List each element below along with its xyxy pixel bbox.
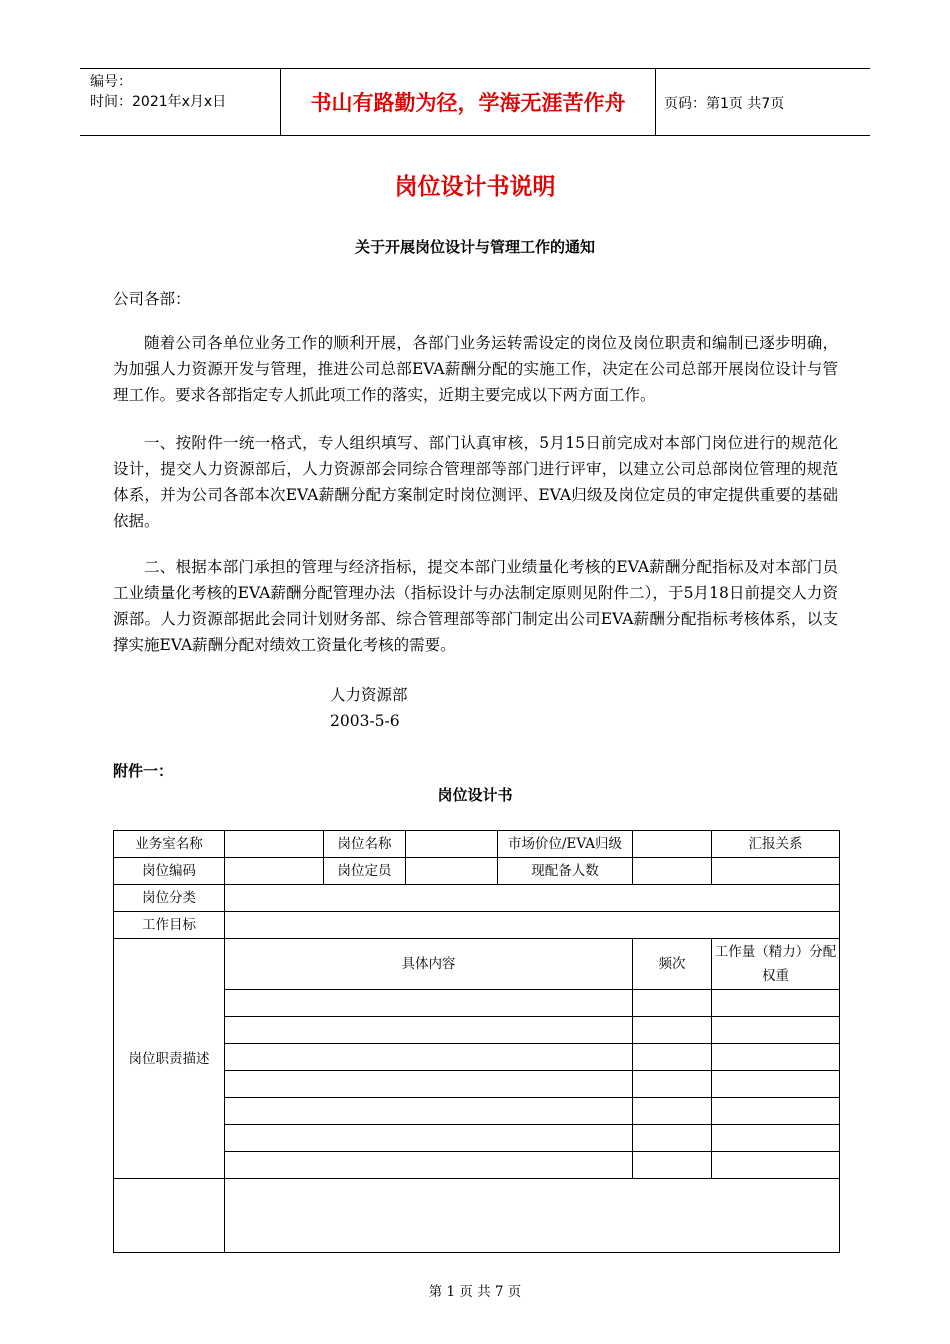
field-position-category[interactable] (225, 885, 840, 912)
header-meta (90, 72, 226, 112)
duty-content-cell[interactable] (225, 1071, 633, 1098)
duty-content-cell[interactable] (225, 1044, 633, 1071)
notice-subtitle: 关于开展岗位设计与管理工作的通知 (354, 238, 595, 256)
field-current-staff[interactable] (633, 858, 712, 885)
label-position-category: 岗位分类 (114, 885, 225, 912)
label-market-price: 市场价位/EVA归级 (498, 831, 633, 858)
label-work-goal: 工作目标 (114, 912, 225, 939)
header-code: 编号： (90, 74, 132, 90)
label-position-code: 岗位编码 (114, 858, 225, 885)
field-position-name[interactable] (406, 831, 498, 858)
position-design-form (113, 830, 840, 1253)
label-position-name: 岗位名称 (324, 831, 406, 858)
header-specific-content: 具体内容 (225, 939, 633, 990)
duty-frequency-cell[interactable] (633, 1098, 712, 1125)
notice-paragraph-3: 二、根据本部门承担的管理与经济指标，提交本部门业绩量化考核的EVA薪酬分配指标及对本部门员工业绩量化考核的EVA薪酬分配管理办法（指标设计与办法制定原则见附件二），于5月18日前提交人力资源部。人力资源部据此会同计划财务部、综合管理部等部门制定出公司EVA薪酬分配指标考核体系，以支撑实施EVA薪酬分配对绩效工资量化考核的需要。 (113, 558, 838, 654)
header-page-info: 页码：第1页 共7页 (664, 96, 785, 112)
duty-frequency-cell[interactable] (633, 1152, 712, 1179)
signature-block (330, 682, 408, 734)
page-footer: 第 1 页 共 7 页 (428, 1284, 522, 1300)
duty-weight-cell[interactable] (712, 1098, 840, 1125)
field-office-name[interactable] (225, 831, 324, 858)
label-current-staff: 现配备人数 (498, 858, 633, 885)
form-title: 岗位设计书 (437, 786, 513, 804)
notice-paragraph-2: 一、按附件一统一格式，专人组织填写、部门认真审核，5月15日前完成对本部门岗位进行的规范化设计，提交人力资源部后，人力资源部会同综合管理部等部门进行评审，以建立公司总部岗位管理的规范体系，并为公司各部本次EVA薪酬分配方案制定时岗位测评、EVA归级及岗位定员的审定提供重要的基础依据。 (113, 434, 838, 530)
header-frequency: 频次 (633, 939, 712, 990)
signature-date: 2003-5-6 (330, 712, 400, 730)
duty-weight-cell[interactable] (712, 1152, 840, 1179)
header-motto: 书山有路勤为径，学海无涯苦作舟 (280, 69, 656, 135)
label-office-name: 业务室名称 (114, 831, 225, 858)
duty-frequency-cell[interactable] (633, 1044, 712, 1071)
duty-content-cell[interactable] (225, 1125, 633, 1152)
field-report-relation[interactable] (712, 858, 840, 885)
duty-content-cell[interactable] (225, 1152, 633, 1179)
notice-paragraph-1: 随着公司各单位业务工作的顺利开展，各部门业务运转需设定的岗位及岗位职责和编制已逐步明确，为加强人力资源开发与管理，推进公司总部EVA薪酬分配的实施工作，决定在公司总部开展岗位设计与管理工作。要求各部指定专人抓此项工作的落实，近期主要完成以下两方面工作。 (113, 334, 838, 404)
notice-greeting: 公司各部： (113, 290, 191, 308)
duty-weight-cell[interactable] (712, 1044, 840, 1071)
attachment-label: 附件一： (113, 762, 174, 780)
duty-frequency-cell[interactable] (633, 1071, 712, 1098)
field-work-goal[interactable] (225, 912, 840, 939)
header-time: 时间：2021年x月x日 (90, 94, 227, 110)
duty-frequency-cell[interactable] (633, 1125, 712, 1152)
page-header (80, 68, 870, 136)
label-report-relation: 汇报关系 (712, 831, 840, 858)
blank-content-cell[interactable] (225, 1179, 840, 1253)
blank-label-cell (114, 1179, 225, 1253)
duty-weight-cell[interactable] (712, 1017, 840, 1044)
field-market-price[interactable] (633, 831, 712, 858)
label-position-quota: 岗位定员 (324, 858, 406, 885)
header-workload-weight: 工作量（精力）分配权重 (712, 939, 840, 990)
field-position-quota[interactable] (406, 858, 498, 885)
duty-weight-cell[interactable] (712, 1125, 840, 1152)
field-position-code[interactable] (225, 858, 324, 885)
document-title: 岗位设计书说明 (394, 174, 556, 200)
duty-frequency-cell[interactable] (633, 1017, 712, 1044)
duty-content-cell[interactable] (225, 1098, 633, 1125)
duty-weight-cell[interactable] (712, 1071, 840, 1098)
duty-content-cell[interactable] (225, 1017, 633, 1044)
signature-dept: 人力资源部 (330, 686, 408, 704)
duty-content-cell[interactable] (225, 990, 633, 1017)
duty-frequency-cell[interactable] (633, 990, 712, 1017)
label-duty-description: 岗位职责描述 (114, 939, 225, 1179)
duty-weight-cell[interactable] (712, 990, 840, 1017)
